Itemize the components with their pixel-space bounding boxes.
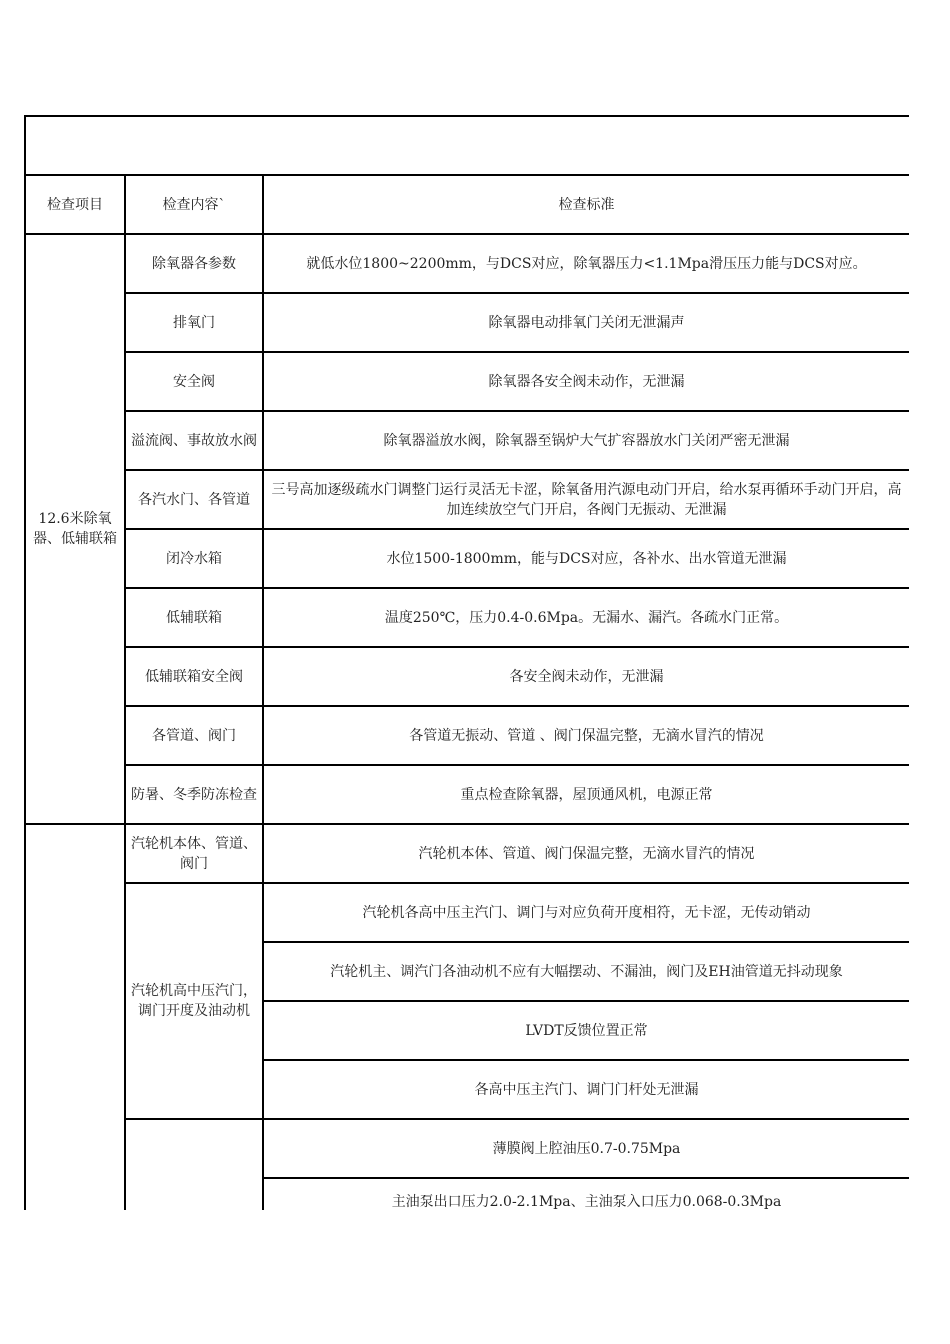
row-standard: 薄膜阀上腔油压0.7-0.75Mpa bbox=[263, 1119, 909, 1178]
row-content: 除氧器各参数 bbox=[125, 234, 263, 293]
row-standard: 三号高加逐级疏水门调整门运行灵活无卡涩，除氧备用汽源电动门开启，给水泵再循环手动门开启，高加连续放空气门开启，各阀门无振动、无泄漏 bbox=[263, 470, 909, 529]
table-row bbox=[25, 411, 909, 470]
row-standard: 重点检查除氧器，屋顶通风机，电源正常 bbox=[263, 765, 909, 824]
table-row bbox=[25, 883, 909, 942]
table-row bbox=[25, 706, 909, 765]
row-standard: 汽轮机主、调汽门各油动机不应有大幅摆动、不漏油，阀门及EH油管道无抖动现象 bbox=[263, 942, 909, 1001]
row-content bbox=[125, 1119, 263, 1210]
row-standard: 就低水位1800~2200mm，与DCS对应，除氧器压力<1.1Mpa滑压压力能与DCS对应。 bbox=[263, 234, 909, 293]
row-content: 汽轮机高中压汽门，调门开度及油动机 bbox=[125, 883, 263, 1119]
row-standard: 除氧器电动排氧门关闭无泄漏声 bbox=[263, 293, 909, 352]
row-standard: 主油泵出口压力2.0-2.1Mpa、主油泵入口压力0.068-0.3Mpa bbox=[263, 1178, 909, 1210]
title-row bbox=[25, 116, 909, 175]
table-row bbox=[25, 1119, 909, 1178]
table-row bbox=[25, 529, 909, 588]
row-standard: LVDT反馈位置正常 bbox=[263, 1001, 909, 1060]
table-row bbox=[25, 588, 909, 647]
table-row bbox=[25, 470, 909, 529]
group-item bbox=[25, 824, 125, 1210]
row-standard: 除氧器溢放水阀，除氧器至锅炉大气扩容器放水门关闭严密无泄漏 bbox=[263, 411, 909, 470]
table-row bbox=[25, 647, 909, 706]
row-content: 低辅联箱安全阀 bbox=[125, 647, 263, 706]
row-content: 防暑、冬季防冻检查 bbox=[125, 765, 263, 824]
header-standard: 检查标准 bbox=[263, 175, 909, 234]
row-standard: 温度250℃，压力0.4-0.6Mpa。无漏水、漏汽。各疏水门正常。 bbox=[263, 588, 909, 647]
table-row bbox=[25, 293, 909, 352]
row-standard: 各管道无振动、管道 、阀门保温完整，无滴水冒汽的情况 bbox=[263, 706, 909, 765]
row-content: 排氧门 bbox=[125, 293, 263, 352]
header-content: 检查内容` bbox=[125, 175, 263, 234]
header-item: 检查项目 bbox=[25, 175, 125, 234]
sheet-title bbox=[25, 116, 909, 175]
inspection-sheet bbox=[24, 115, 909, 1210]
table-row bbox=[25, 234, 909, 293]
group-item: 12.6米除氧器、低辅联箱 bbox=[25, 234, 125, 824]
row-content: 溢流阀、事故放水阀 bbox=[125, 411, 263, 470]
row-content: 闭冷水箱 bbox=[125, 529, 263, 588]
row-standard: 汽轮机各高中压主汽门、调门与对应负荷开度相符，无卡涩，无传动销动 bbox=[263, 883, 909, 942]
row-content: 汽轮机本体、管道、阀门 bbox=[125, 824, 263, 883]
table-row bbox=[25, 352, 909, 411]
row-standard: 各安全阀未动作，无泄漏 bbox=[263, 647, 909, 706]
header-row bbox=[25, 175, 909, 234]
table-row bbox=[25, 765, 909, 824]
row-content: 各汽水门、各管道 bbox=[125, 470, 263, 529]
row-standard: 除氧器各安全阀未动作，无泄漏 bbox=[263, 352, 909, 411]
table-row bbox=[25, 824, 909, 883]
row-standard: 各高中压主汽门、调门门杆处无泄漏 bbox=[263, 1060, 909, 1119]
row-content: 安全阀 bbox=[125, 352, 263, 411]
row-standard: 汽轮机本体、管道、阀门保温完整，无滴水冒汽的情况 bbox=[263, 824, 909, 883]
inspection-table bbox=[24, 115, 909, 1210]
row-content: 各管道、阀门 bbox=[125, 706, 263, 765]
row-standard: 水位1500-1800mm，能与DCS对应，各补水、出水管道无泄漏 bbox=[263, 529, 909, 588]
row-content: 低辅联箱 bbox=[125, 588, 263, 647]
